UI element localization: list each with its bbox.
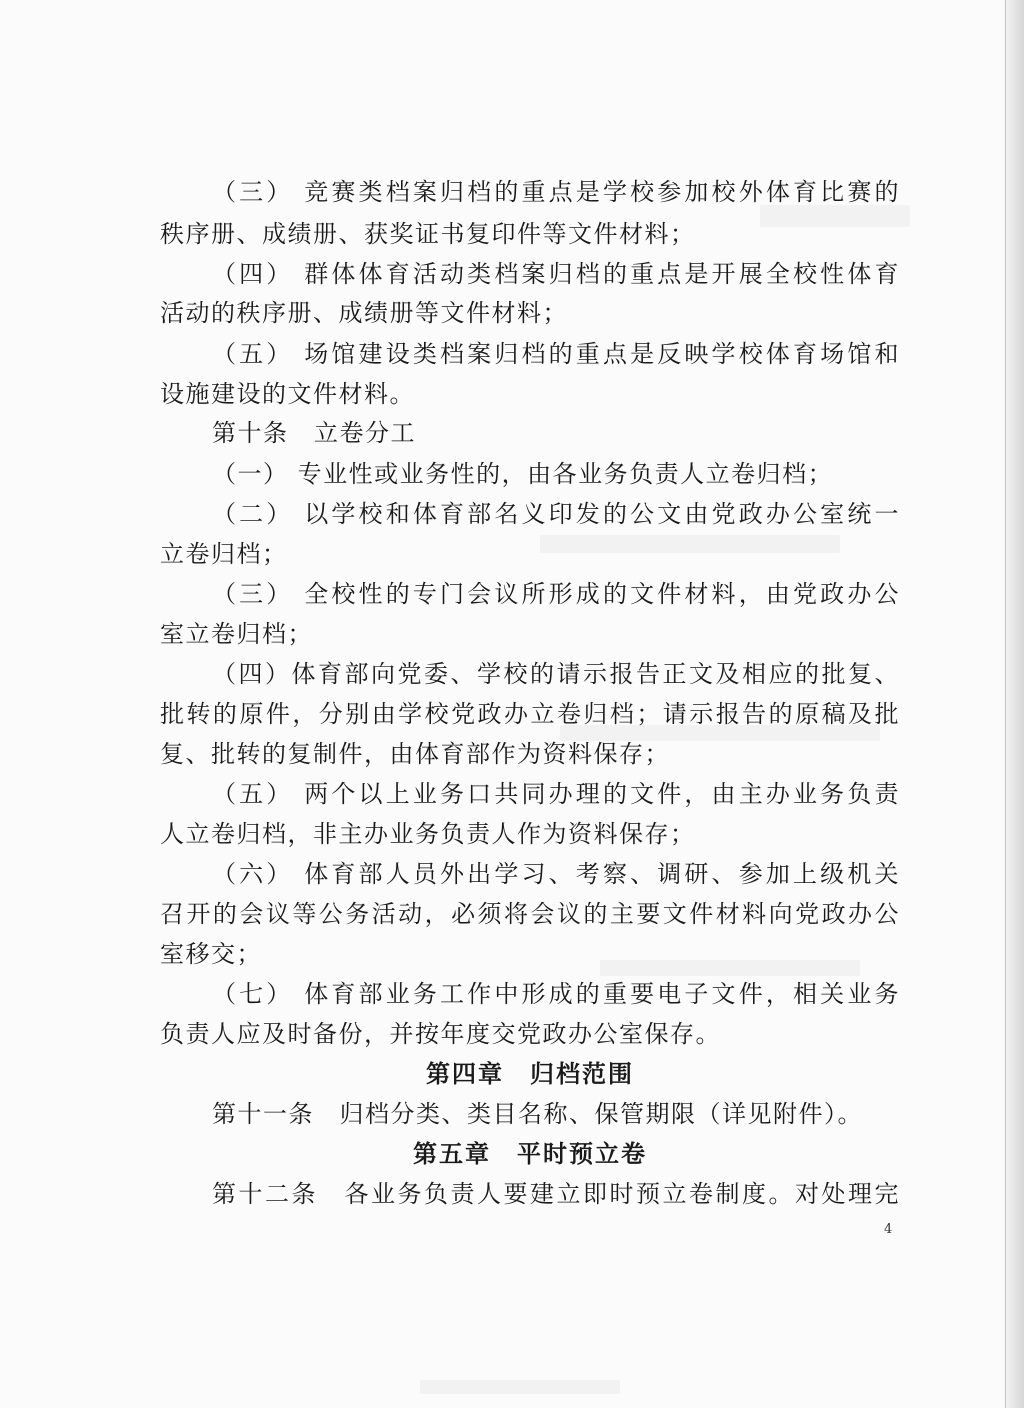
scanner-edge-line [1005,0,1006,1408]
chapter-heading: 第四章 归档范围 [426,1059,634,1088]
text-line: 活动的秩序册、成绩册等文件材料； [160,299,568,327]
text-line: 人立卷归档，非主办业务负责人作为资料保存； [160,820,696,848]
text-line: 设施建设的文件材料。 [160,380,415,408]
text-line: 立卷归档； [160,540,288,568]
text-line: （二） 以学校和体育部名义印发的公文由党政办公室统一 [212,500,900,528]
text-line: （三） 全校性的专门会议所形成的文件材料，由党政办公 [212,580,900,608]
text-line: 秩序册、成绩册、获奖证书复印件等文件材料； [160,220,696,248]
text-line: 室移交； [160,940,262,968]
text-line: （三） 竞赛类档案归档的重点是学校参加校外体育比赛的 [212,178,900,206]
chapter-heading: 第五章 平时预立卷 [413,1139,647,1168]
text-line: 批转的原件，分别由学校党政办立卷归档；请示报告的原稿及批 [160,700,900,728]
text-line: （四）体育部向党委、学校的请示报告正文及相应的批复、 [212,660,900,688]
text-line: 室立卷归档； [160,620,313,648]
text-line: 召开的会议等公务活动，必须将会议的主要文件材料向党政办公 [160,900,900,928]
text-line: （四） 群体体育活动类档案归档的重点是开展全校性体育 [212,260,900,288]
text-line: （五） 两个以上业务口共同办理的文件，由主办业务负责 [212,780,900,808]
text-line: （七） 体育部业务工作中形成的重要电子文件，相关业务 [212,980,900,1008]
text-line: （一） 专业性或业务性的，由各业务负责人立卷归档； [212,460,834,488]
text-line: 负责人应及时备份，并按年度交党政办公室保存。 [160,1020,721,1048]
text-line: （五） 场馆建设类档案归档的重点是反映学校体育场馆和 [212,340,900,368]
bleed-through-mark [420,1380,620,1394]
text-line: 复、批转的复制件，由体育部作为资料保存； [160,740,670,768]
scanner-edge-shadow [1004,0,1024,1408]
article-heading: 第十条 立卷分工 [212,419,416,447]
page-number: 4 [884,1222,893,1237]
text-line: （六） 体育部人员外出学习、考察、调研、参加上级机关 [212,860,900,888]
text-line: 第十二条 各业务负责人要建立即时预立卷制度。对处理完 [212,1180,900,1208]
article-heading: 第十一条 归档分类、类目名称、保管期限（详见附件）。 [212,1100,863,1128]
